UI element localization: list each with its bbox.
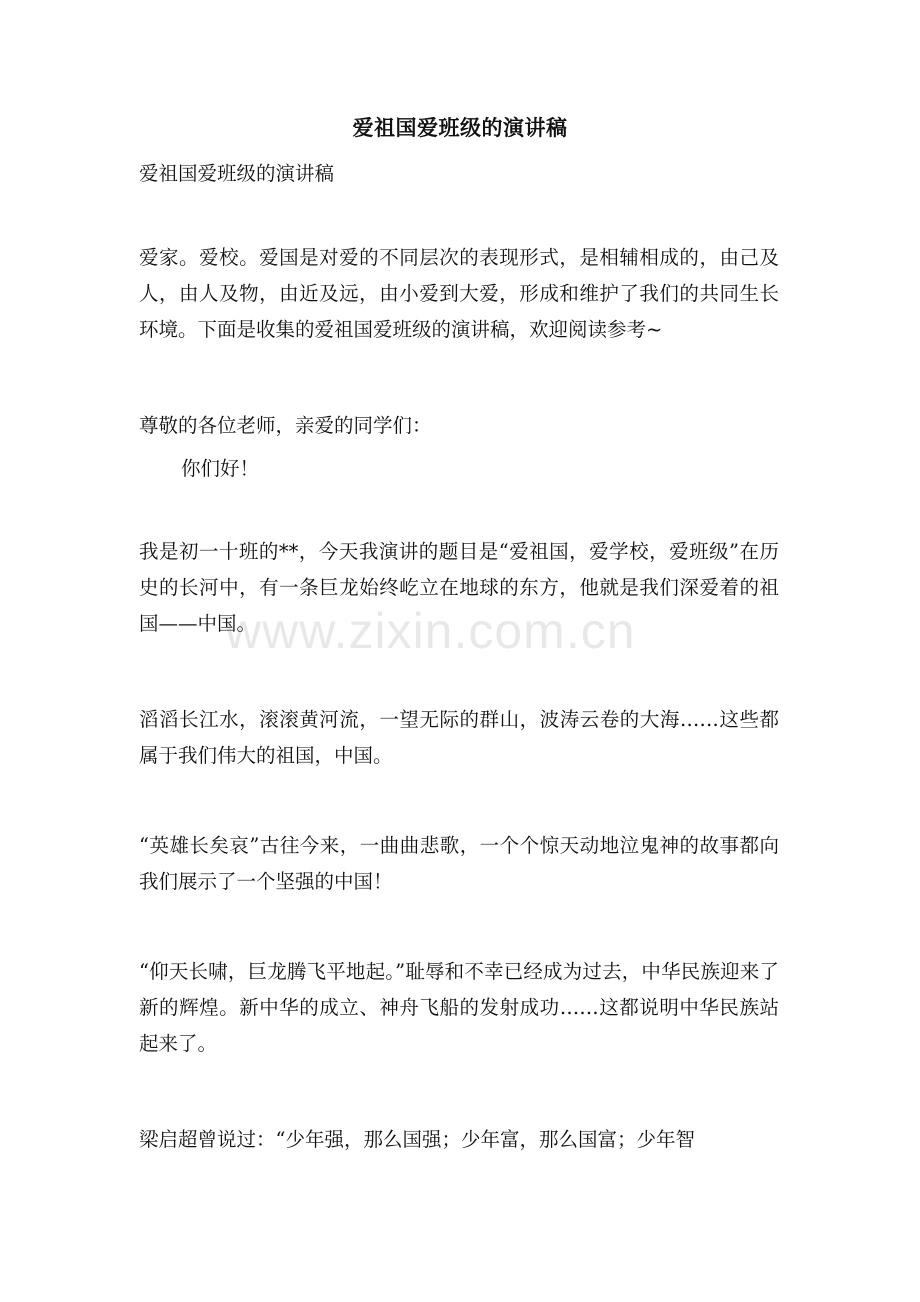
body-paragraph: 梁启超曾说过：“少年强，那么国强；少年富，那么国富；少年智 <box>139 1128 695 1151</box>
body-paragraph: 我是初一十班的**，今天我演讲的题目是“爱祖国，爱学校，爱班级”在历史的长河中，有一条巨龙始终屹立在地球的东方，他就是我们深爱着的祖国——中国。 <box>139 540 779 635</box>
document-subtitle: 爱祖国爱班级的演讲稿 <box>139 162 335 185</box>
body-paragraph: 滔滔长江水，滚滚黄河流，一望无际的群山，波涛云卷的大海……这些都属于我们伟大的祖国，中国。 <box>139 708 779 767</box>
intro-paragraph: 爱家。爱校。爱国是对爱的不同层次的表现形式，是相辅相成的，由己及人，由人及物，由近及远，由小爱到大爱，形成和维护了我们的共同生长环境。下面是收集的爱祖国爱班级的演讲稿，欢迎阅读参考~ <box>139 246 779 341</box>
document-title: 爱祖国爱班级的演讲稿 <box>352 115 568 140</box>
salutation: 尊敬的各位老师，亲爱的同学们： <box>139 414 432 437</box>
body-paragraph: “英雄长矣哀”古往今来，一曲曲悲歌，一个个惊天动地泣鬼神的故事都向我们展示了一个坚强的中国！ <box>139 834 779 893</box>
watermark: www.zixin.com.cn <box>225 603 636 659</box>
greeting: 你们好！ <box>181 457 260 480</box>
body-paragraph: “仰天长啸，巨龙腾飞平地起。”耻辱和不幸已经成为过去，中华民族迎来了新的辉煌。新中华的成立、神舟飞船的发射成功……这都说明中华民族站起来了。 <box>139 960 779 1055</box>
